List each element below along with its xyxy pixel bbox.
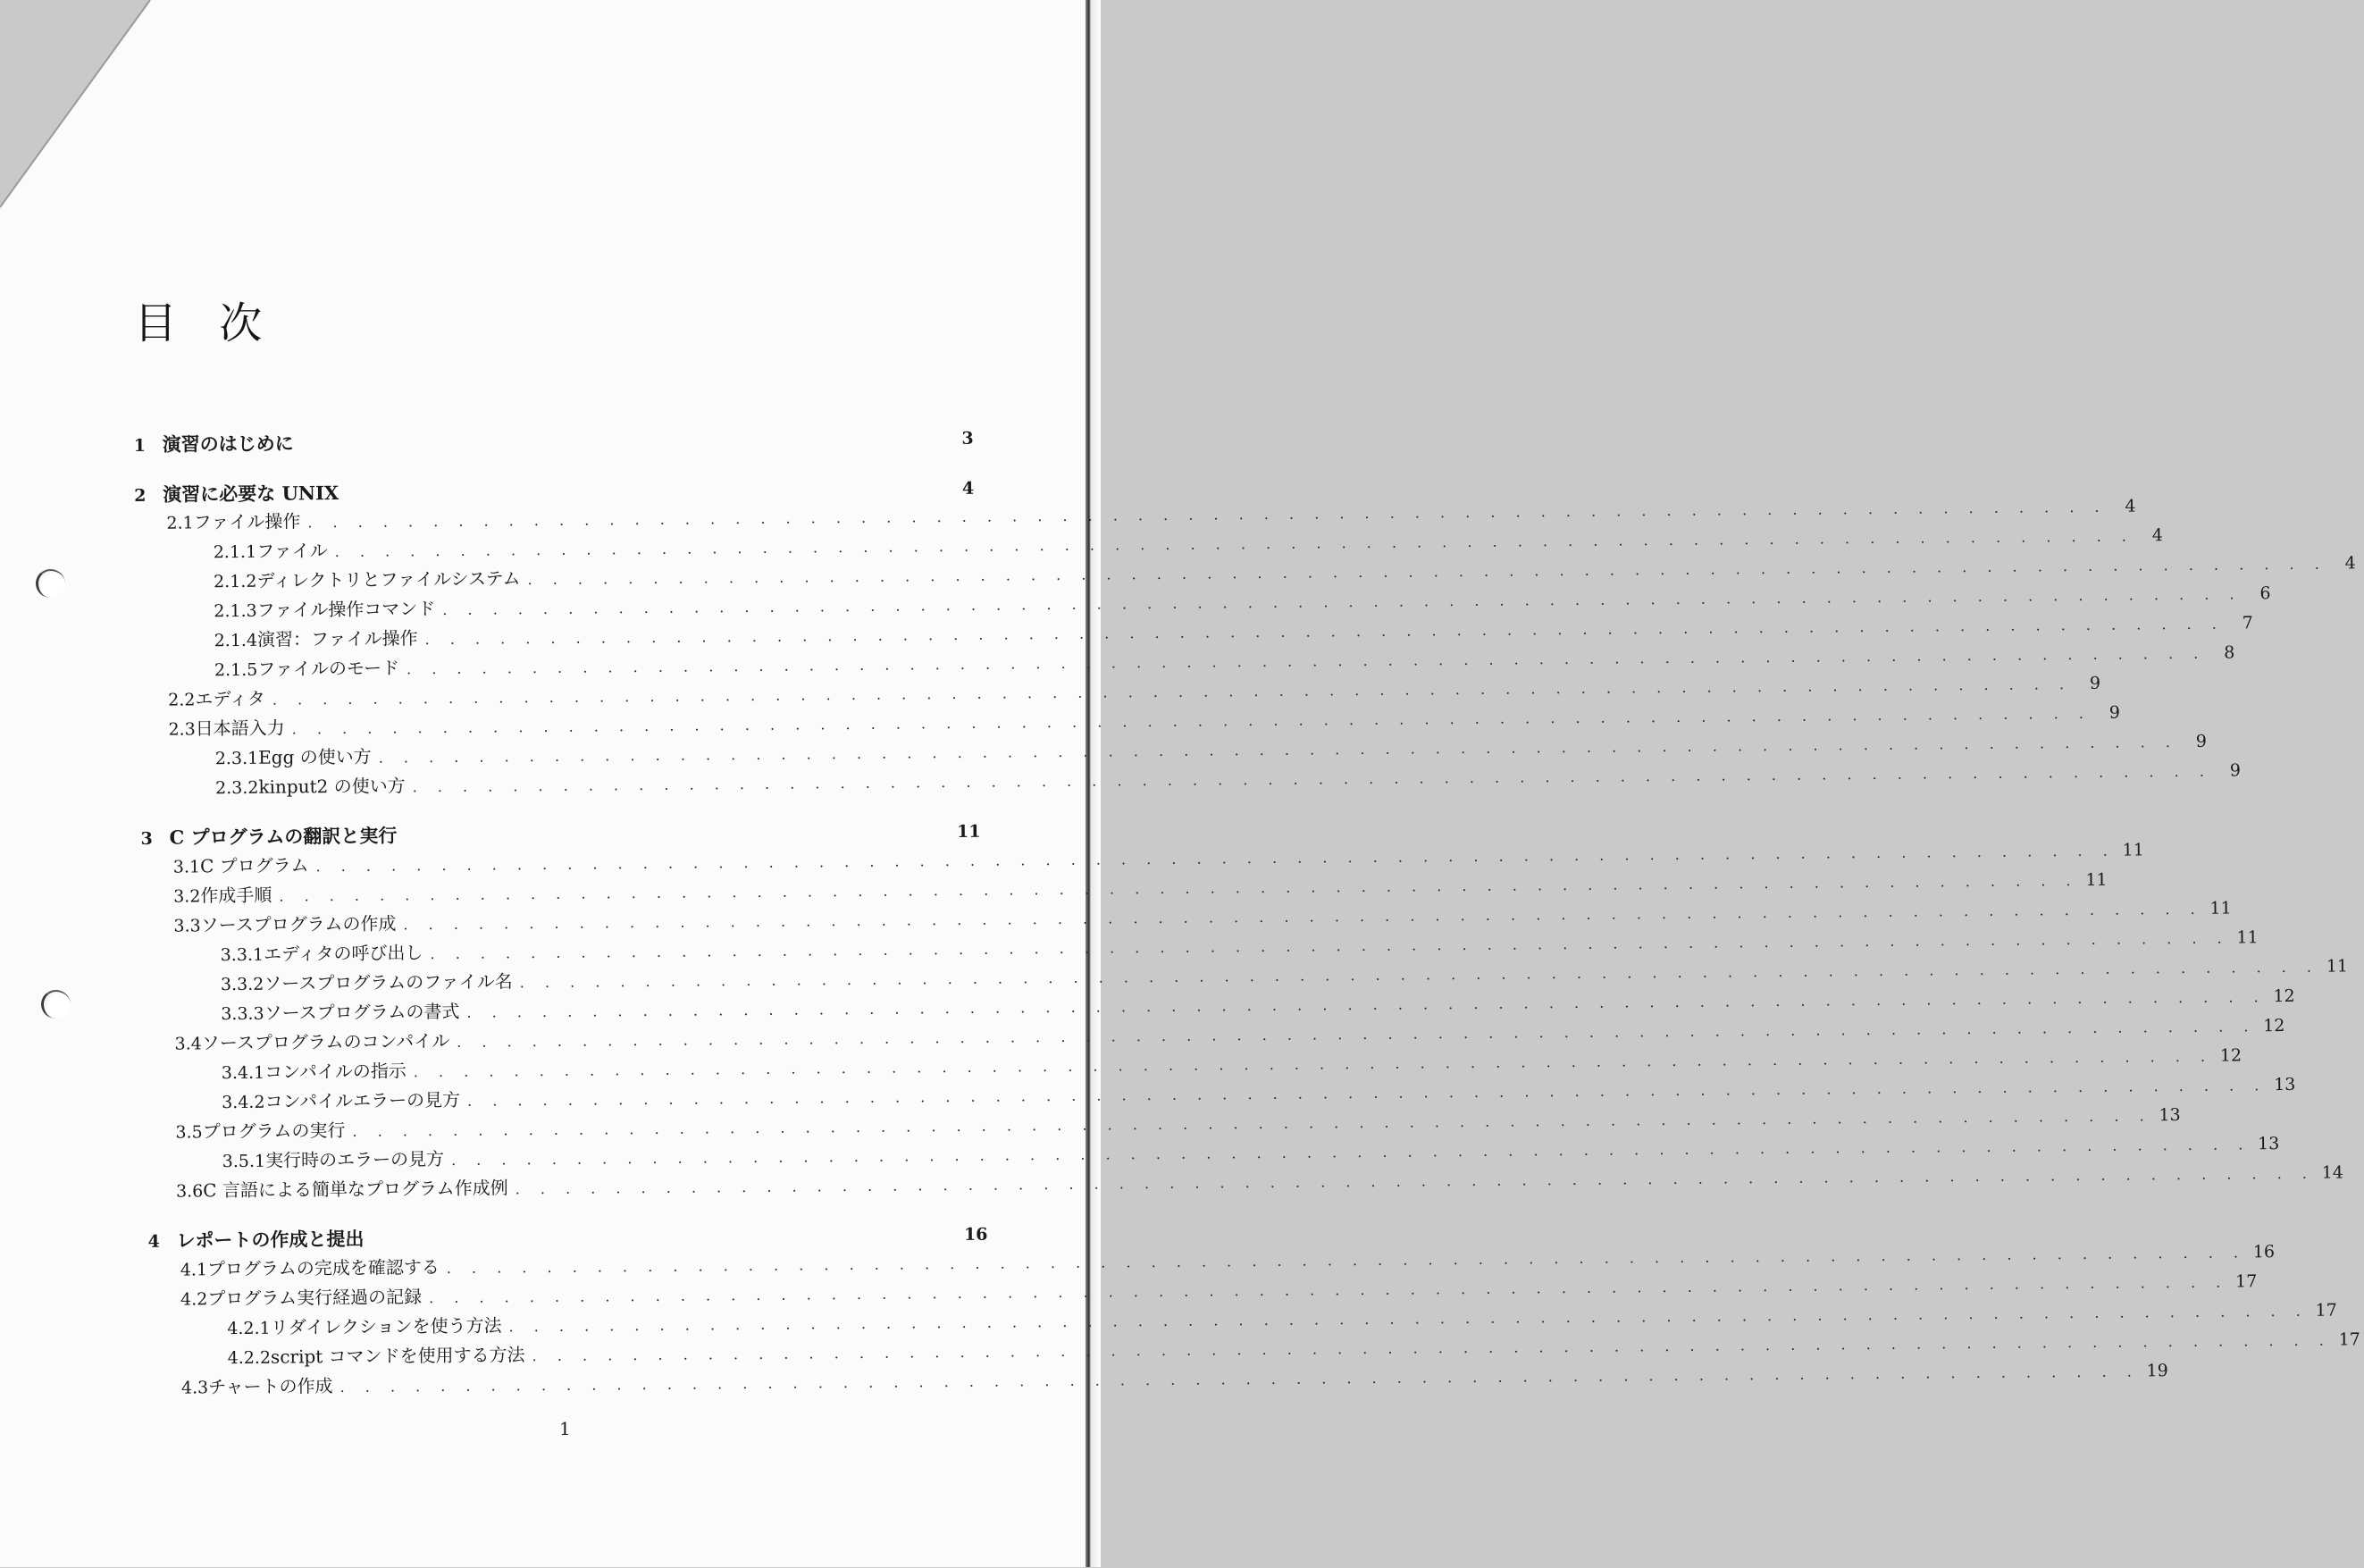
- toc-entry-3-2[interactable]: [173, 869, 2108, 907]
- toc-entry-title: プログラムの実行: [202, 1119, 346, 1143]
- toc-entry-4-2-2[interactable]: [227, 1329, 2360, 1369]
- toc-leader-dots: . . . . . . . . . . . . . . . . . . . . . . . . . . . . . . . . . . . . . . . . . . . . . . . . . . . . . . . . . . . . . . . . . . . . . . . .: [352, 1107, 2152, 1140]
- toc-entry-page: 9: [2108, 702, 2121, 723]
- toc-entry-title: レポートの作成と提出: [176, 1227, 365, 1252]
- toc-leader-dots: . . . . . . . . . . . . . . . . . . . . . . . . . . . . . . . . . . . . . . . . . . . . . . . . . . . . . . . . . . . . . . . . . . . . . . . .: [315, 842, 2116, 876]
- toc-entry-page: 7: [2242, 613, 2253, 633]
- toc-entry-3-5[interactable]: [175, 1105, 2181, 1143]
- toc-entry-3-3-2[interactable]: [220, 956, 2349, 995]
- toc-leader-dots: . . . . . . . . . . . . . . . . . . . . . . . . . . . . . . . . . . . . . . . . . . . . . . . . . . . . . . . . . . . . . . . . . . . . . . . .: [279, 872, 2079, 905]
- toc-entry-number: 2.1.2: [213, 571, 257, 592]
- toc-entry-number: 3.3: [173, 916, 201, 936]
- toc-entry-page: 17: [2315, 1300, 2337, 1321]
- toc-entry-title: エディタの呼び出し: [263, 942, 423, 965]
- toc-entry-number: 2: [134, 485, 147, 507]
- toc-entry-number: 3.3.2: [220, 974, 264, 995]
- toc-leader-dots: . . . . . . . . . . . . . . . . . . . . . . . . . . . . . . . . . . . . . . . . . . . . . . . . . . . . . . . . . . . . . . . . . . . . . . . .: [508, 1302, 2309, 1336]
- toc-entry-page: 14: [2321, 1162, 2344, 1183]
- toc-entry-title: ソースプログラムのコンパイル: [201, 1029, 450, 1054]
- toc-entry-page: 13: [2159, 1105, 2181, 1126]
- toc-leader-dots: . . . . . . . . . . . . . . . . . . . . . . . . . . . . . . . . . . . . . . . . . . . . . . . . . . . . . . . . . . . . . . . . . . . . . . . .: [403, 900, 2203, 934]
- page-title: 目 次: [134, 298, 277, 348]
- toc-entry-2-3-1[interactable]: [214, 731, 2208, 769]
- toc-leader-dots: . . . . . . . . . . . . . . . . . . . . . . . . . . . . . . . . . . . . . . . . . . . . . . . . . . . . . . . . . . . . . . . . . . . . . . . .: [532, 1331, 2332, 1365]
- toc-entry-title: チャートの作成: [208, 1375, 333, 1398]
- toc-entry-number: 2.1.4: [214, 630, 258, 651]
- toc-entry-page: 9: [2229, 760, 2241, 781]
- toc-entry-title: ファイルのモード: [257, 657, 400, 680]
- toc-entry-page: 6: [2259, 583, 2271, 604]
- toc-entry-title: ファイル操作: [193, 510, 301, 533]
- toc-leader-dots: . . . . . . . . . . . . . . . . . . . . . . . . . . . . . . . . . . . . . . . . . . . . . . . . . . . . . . . . . . . . . . . . . . . . . . . .: [307, 498, 2108, 532]
- toc-leader-dots: . . . . . . . . . . . . . . . . . . . . . . . . . . . . . . . . . . . . . . . . . . . . . . . . . . . . . . . . . . . . . . . . . . . . . . . .: [272, 675, 2073, 709]
- toc-entry-page: 11: [2209, 898, 2232, 918]
- toc-leader-dots: . . . . . . . . . . . . . . . . . . . . . . . . . . . . . . . . . . . . . . . . . . . . . . . . . . . . . . . . . . . . . . . . . . . . . . . .: [378, 734, 2179, 767]
- toc-entry-4[interactable]: [147, 1224, 987, 1251]
- toc-entry-title: エディタ: [195, 687, 265, 710]
- toc-entry-number: 2.3.1: [214, 748, 259, 769]
- toc-entry-2-2[interactable]: [168, 673, 2101, 710]
- toc-entry-title: 作成手順: [200, 884, 272, 907]
- toc-entry-page: 11: [2326, 956, 2349, 977]
- toc-entry-3[interactable]: [140, 821, 980, 848]
- toc-entry-title: C 言語による簡単なプログラム作成例: [203, 1177, 508, 1202]
- toc-entry-number: 2.1.5: [214, 659, 258, 681]
- toc-entry-number: 4: [147, 1231, 160, 1252]
- toc-entry-page: 11: [956, 821, 981, 842]
- toc-entry-2-1-4[interactable]: [214, 613, 2253, 651]
- toc-entry-number: 2.3.2: [214, 777, 259, 799]
- toc-entry-page: 3: [961, 428, 974, 449]
- toc-entry-number: 2.1: [166, 513, 194, 533]
- toc-entry-page: 19: [2146, 1361, 2168, 1381]
- toc-entry-title: リダイレクションを使う方法: [270, 1314, 502, 1338]
- toc-entry-2-1-3[interactable]: [214, 583, 2271, 622]
- toc-entry-number: 2.2: [168, 690, 196, 710]
- toc-entry-page: 9: [2195, 731, 2208, 751]
- toc-entry-title: コンパイルの指示: [264, 1060, 407, 1083]
- toc-entry-2-3[interactable]: [168, 702, 2121, 740]
- toc-entry-page: 12: [2263, 1016, 2285, 1036]
- toc-leader-dots: . . . . . . . . . . . . . . . . . . . . . . . . . . . . . . . . . . . . . . . . . . . . . . . . . . . . . . . . . . . . . . . . . . . . . . . .: [291, 704, 2092, 738]
- toc-entry-3-5-1[interactable]: [222, 1134, 2280, 1172]
- toc-leader-dots: . . . . . . . . . . . . . . . . . . . . . . . . . . . . . . . . . . . . . . . . . . . . . . . . . . . . . . . . . . . . . . . . . . . . . . . .: [515, 1164, 2316, 1198]
- toc-entry-3-1[interactable]: [172, 840, 2144, 877]
- toc-entry-title: ディレクトリとファイルシステム: [256, 567, 521, 591]
- toc-entry-2[interactable]: [134, 478, 974, 505]
- toc-entry-title: ソースプログラムのファイル名: [264, 970, 513, 994]
- toc-entry-title: kinput2 の使い方: [258, 775, 406, 798]
- toc-entry-3-6[interactable]: [175, 1162, 2344, 1202]
- toc-leader-dots: . . . . . . . . . . . . . . . . . . . . . . . . . . . . . . . . . . . . . . . . . . . . . . . . . . . . . . . . . . . . . . . . . . . . . . . .: [457, 1018, 2257, 1051]
- toc-entry-title: 日本語入力: [195, 717, 285, 740]
- toc-entry-page: 11: [2085, 869, 2108, 890]
- toc-entry-page: 11: [2122, 840, 2144, 860]
- toc-entry-4-2-1[interactable]: [227, 1300, 2337, 1339]
- toc-leader-dots: . . . . . . . . . . . . . . . . . . . . . . . . . . . . . . . . . . . . . . . . . . . . . . . . . . . . . . . . . . . . . . . . . . . . . . . .: [430, 929, 2230, 963]
- toc-entry-2-1-5[interactable]: [214, 642, 2235, 681]
- toc-entry-2-1-2[interactable]: [213, 553, 2356, 592]
- toc-entry-title: script コマンドを使用する方法: [270, 1344, 525, 1368]
- toc-entry-number: 3.4.2: [222, 1092, 265, 1113]
- toc-entry-page: 4: [2125, 496, 2136, 516]
- toc-entry-page: 17: [2235, 1271, 2258, 1292]
- toc-entry-number: 3.1: [172, 857, 201, 877]
- toc-entry-number: 4.3: [180, 1378, 209, 1398]
- toc-entry-page: 13: [2258, 1134, 2280, 1154]
- toc-entry-page: 12: [2219, 1045, 2242, 1066]
- toc-leader-dots: . . . . . . . . . . . . . . . . . . . . . . . . . . . . . . . . . . . . . . . . . . . . . . . . . . . . . . . . . . . . . . . . . . . . . . . .: [466, 988, 2267, 1021]
- toc-entry-3-4-2[interactable]: [222, 1074, 2296, 1113]
- toc-leader-dots: . . . . . . . . . . . . . . . . . . . . . . . . . . . . . . . . . . . . . . . . . . . . . . . . . . . . . . . . . . . . . . . . . . . . . . . .: [467, 1077, 2268, 1110]
- toc-entry-page: 13: [2274, 1074, 2296, 1095]
- toc-entry-page: 8: [2224, 642, 2235, 663]
- toc-entry-number: 4.2.2: [227, 1347, 272, 1369]
- toc-leader-dots: . . . . . . . . . . . . . . . . . . . . . . . . . . . . . . . . . . . . . . . . . . . . . . . . . . . . . . . . . . . . . . . . . . . . . . . .: [334, 527, 2135, 561]
- toc-entry-title: ファイル: [256, 540, 328, 562]
- toc-entry-3-3-1[interactable]: [220, 927, 2259, 966]
- toc-entry-number: 3.2: [173, 886, 201, 907]
- toc-entry-number: 3.3.3: [221, 1003, 264, 1025]
- toc-entry-page: 16: [2252, 1242, 2276, 1262]
- toc-leader-dots: . . . . . . . . . . . . . . . . . . . . . . . . . . . . . . . . . . . . . . . . . . . . . . . . . . . . . . . . . . . . . . . . . . . . . . . .: [429, 1273, 2229, 1307]
- toc-entry-number: 4.1: [180, 1260, 208, 1280]
- toc-entry-title: 実行時のエラーの見方: [264, 1148, 445, 1171]
- toc-entry-page: 11: [2236, 927, 2259, 948]
- toc-entry-number: 2.3: [168, 719, 196, 740]
- toc-leader-dots: . . . . . . . . . . . . . . . . . . . . . . . . . . . . . . . . . . . . . . . . . . . . . . . . . . . . . . . . . . . . . . . . . . . . . . . .: [407, 644, 2207, 678]
- toc-entry-number: 3.4: [174, 1034, 202, 1054]
- toc-entry-page: 9: [2089, 673, 2101, 693]
- toc-leader-dots: . . . . . . . . . . . . . . . . . . . . . . . . . . . . . . . . . . . . . . . . . . . . . . . . . . . . . . . . . . . . . . . . . . . . . . . .: [446, 1244, 2247, 1277]
- toc-entry-3-3-3[interactable]: [221, 985, 2295, 1025]
- toc-entry-number: 3.3.1: [220, 944, 264, 966]
- toc-entry-3-3[interactable]: [173, 898, 2232, 936]
- toc-leader-dots: . . . . . . . . . . . . . . . . . . . . . . . . . . . . . . . . . . . . . . . . . . . . . . . . . . . . . . . . . . . . . . . . . . . . . . . .: [424, 615, 2225, 649]
- toc-leader-dots: . . . . . . . . . . . . . . . . . . . . . . . . . . . . . . . . . . . . . . . . . . . . . . . . . . . . . . . . . . . . . . . . . . . . . . . .: [519, 958, 2320, 992]
- toc-entry-title: Egg の使い方: [258, 745, 372, 768]
- toc-entry-number: 2.1.3: [214, 600, 257, 622]
- toc-entry-3-4-1[interactable]: [221, 1045, 2242, 1084]
- toc-entry-number: 1: [133, 435, 147, 457]
- page-number: 1: [559, 1418, 571, 1439]
- toc-entry-number: 3: [140, 828, 153, 849]
- toc-entry-4-1[interactable]: [180, 1242, 2276, 1280]
- toc-entry-2-1-1[interactable]: [213, 525, 2164, 563]
- toc-entry-3-4[interactable]: [174, 1016, 2285, 1054]
- toc-entry-title: プログラム実行経過の記録: [207, 1286, 423, 1310]
- toc-entry-2-1[interactable]: [166, 496, 2136, 533]
- toc-entry-title: 演習に必要な UNIX: [163, 482, 340, 506]
- toc-entry-page: 4: [961, 478, 975, 499]
- toc-entry-page: 16: [963, 1224, 988, 1245]
- toc-entry-4-3[interactable]: [180, 1361, 2168, 1398]
- toc-entry-page: 12: [2273, 985, 2295, 1007]
- toc-entry-title: C プログラムの翻訳と実行: [169, 824, 398, 849]
- toc-entry-title: 演習：ファイル操作: [256, 627, 418, 650]
- toc-entry-number: 4.2.1: [227, 1318, 271, 1339]
- toc-entry-title: ソースプログラムの作成: [200, 912, 397, 936]
- toc-entry-page: 17: [2338, 1329, 2360, 1350]
- toc-entry-title: プログラムの完成を確認する: [206, 1256, 440, 1280]
- toc-entry-title: C プログラム: [199, 854, 309, 877]
- toc-entry-title: ソースプログラムの書式: [264, 1000, 460, 1024]
- toc-entry-2-3-2[interactable]: [214, 760, 2241, 799]
- toc-entry-title: コンパイルエラーの見方: [264, 1088, 461, 1112]
- toc-entry-number: 3.6: [175, 1181, 204, 1202]
- toc-entry-number: 3.5: [175, 1122, 203, 1143]
- toc-entry-page: 4: [2151, 525, 2164, 546]
- toc-entry-number: 3.4.1: [221, 1062, 265, 1084]
- toc-leader-dots: . . . . . . . . . . . . . . . . . . . . . . . . . . . . . . . . . . . . . . . . . . . . . . . . . . . . . . . . . . . . . . . . . . . . . . . .: [451, 1136, 2251, 1169]
- toc-leader-dots: . . . . . . . . . . . . . . . . . . . . . . . . . . . . . . . . . . . . . . . . . . . . . . . . . . . . . . . . . . . . . . . . . . . . . . . .: [442, 585, 2242, 619]
- toc-leader-dots: . . . . . . . . . . . . . . . . . . . . . . . . . . . . . . . . . . . . . . . . . . . . . . . . . . . . . . . . . . . . . . . . . . . . . . . .: [340, 1363, 2140, 1396]
- toc-entry-number: 3.5.1: [222, 1151, 266, 1172]
- toc-entry-4-2[interactable]: [180, 1271, 2258, 1310]
- toc-entry-title: ファイル操作コマンド: [256, 598, 436, 621]
- toc-leader-dots: . . . . . . . . . . . . . . . . . . . . . . . . . . . . . . . . . . . . . . . . . . . . . . . . . . . . . . . . . . . . . . . . . . . . . . . .: [413, 1047, 2214, 1081]
- toc-entry-number: 2.1.1: [213, 541, 257, 563]
- toc-entry-1[interactable]: [134, 428, 974, 455]
- toc-entry-number: 4.2: [180, 1289, 208, 1310]
- toc-entry-title: 演習のはじめに: [162, 432, 294, 456]
- toc-entry-page: 4: [2344, 553, 2356, 574]
- toc-leader-dots: . . . . . . . . . . . . . . . . . . . . . . . . . . . . . . . . . . . . . . . . . . . . . . . . . . . . . . . . . . . . . . . . . . . . . . . .: [527, 555, 2327, 589]
- toc-leader-dots: . . . . . . . . . . . . . . . . . . . . . . . . . . . . . . . . . . . . . . . . . . . . . . . . . . . . . . . . . . . . . . . . . . . . . . . .: [412, 762, 2212, 796]
